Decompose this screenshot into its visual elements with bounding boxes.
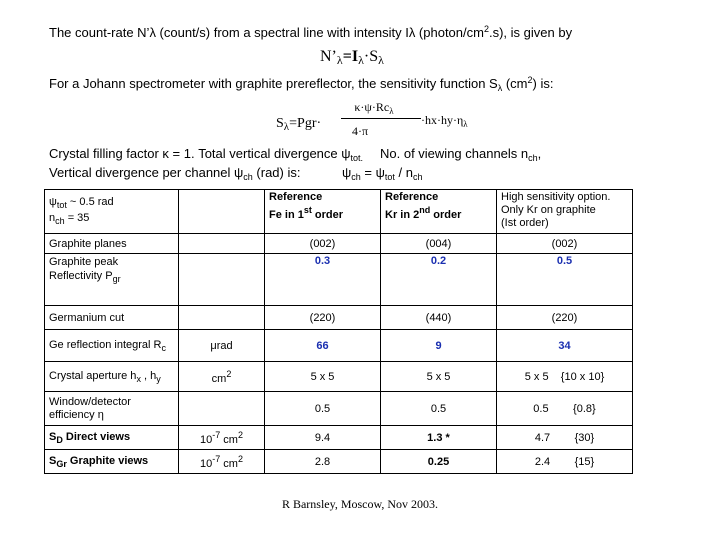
superscript: -7 — [212, 453, 221, 464]
superscript: 2 — [237, 429, 243, 440]
count-rate-equation — [320, 48, 384, 68]
lambda-symbol: λ — [149, 25, 156, 40]
intro2-text-b: (cm — [502, 76, 528, 91]
intro-text-a: The count-rate N’ — [49, 25, 150, 40]
superscript: st — [303, 205, 312, 215]
cell-text: 10 — [199, 433, 213, 446]
cell-text: 10 — [199, 457, 213, 470]
intro2-text-c: ) is: — [532, 76, 554, 91]
cell-text: Fe in 1 — [269, 209, 304, 221]
table-cell: (002) — [265, 234, 381, 254]
table-cell — [179, 190, 265, 234]
row-label — [45, 426, 179, 450]
fraction-bar — [341, 118, 421, 119]
sensitivity-equation-lhs — [276, 116, 321, 133]
subscript: ch — [243, 172, 253, 182]
subscript: ch — [412, 172, 423, 182]
table-cell: 0.25 — [381, 450, 497, 474]
eq2-s: S — [276, 116, 284, 131]
intro-text-d: .s), is given by — [488, 25, 573, 40]
cell-text: cm — [211, 372, 227, 385]
lambda-symbol: λ — [408, 25, 416, 40]
cell-text: order — [430, 209, 462, 221]
cell-text: Graphite views — [66, 454, 149, 467]
superscript: 2 — [527, 75, 533, 85]
table-cell: 5 x 5 — [265, 362, 381, 392]
table-cell: 5 x 5 — [381, 362, 497, 392]
subscript: c — [161, 342, 166, 353]
table-cell: 0.5 — [265, 392, 381, 426]
table-cell: (002) — [497, 234, 633, 254]
numerator-text: κ·ψ·Rc — [354, 100, 390, 114]
table-cell: 2.8 — [265, 450, 381, 474]
intro-text-b: (count/s) from a spectral line with intensity I — [155, 25, 409, 40]
table-cell: 34 — [497, 330, 633, 362]
cell-text: Crystal aperture h — [49, 369, 137, 382]
eq2-tail — [421, 113, 468, 129]
cell-text: Reference — [385, 191, 439, 203]
row-unit: μrad — [179, 330, 265, 362]
cell-text: = 35 — [64, 211, 90, 224]
cell-text: cm — [220, 433, 238, 446]
superscript: 2 — [226, 368, 232, 379]
params-line-2 — [49, 165, 300, 182]
table-cell: 0.5 — [497, 254, 633, 306]
table-row — [45, 234, 633, 254]
params-line-1 — [49, 146, 363, 163]
table-cell: 9 — [381, 330, 497, 362]
lambda-symbol: λ — [378, 53, 384, 67]
row-unit — [179, 362, 265, 392]
subscript: tot — [56, 199, 67, 210]
lambda-symbol: λ — [463, 119, 468, 129]
subscript: D — [56, 434, 63, 445]
subscript: x — [136, 373, 141, 384]
subscript: y — [156, 373, 161, 384]
subscript: ch — [528, 153, 538, 163]
cell-text: ~ 0.5 rad — [66, 195, 114, 208]
cell-text: , h — [140, 369, 157, 382]
table-cell: 9.4 — [265, 426, 381, 450]
row-unit — [179, 234, 265, 254]
lambda-symbol: λ — [283, 121, 290, 133]
eq2-equals: =Pgr — [289, 116, 317, 131]
table-corner-cell — [45, 190, 179, 234]
subscript: tot. — [350, 153, 364, 163]
cell-text: Direct views — [62, 430, 131, 443]
cell-text: S — [49, 430, 57, 443]
row-label: Germanium cut — [45, 306, 179, 330]
row-label — [45, 392, 179, 426]
table-cell: 0.3 — [265, 254, 381, 306]
footer-credit: R Barnsley, Moscow, Nov 2003. — [281, 497, 439, 511]
row-label: Graphite planes — [45, 234, 179, 254]
intro-text-c: (photon/cm — [415, 25, 484, 40]
table-cell: 2.4 {15} — [497, 450, 633, 474]
table-cell: 0.2 — [381, 254, 497, 306]
params-text: / n — [394, 165, 413, 180]
superscript: 2 — [237, 453, 243, 464]
intro-line — [49, 24, 572, 40]
lambda-symbol: λ — [389, 106, 394, 116]
cell-text: Kr in 2 — [385, 209, 420, 221]
eq1-lhs: N’ — [320, 48, 337, 65]
params-text: Crystal filling factor κ = 1. Total vertical divergence ψ — [49, 146, 351, 161]
params-text: No. of viewing channels n — [380, 146, 529, 161]
row-label — [45, 362, 179, 392]
superscript: -7 — [212, 429, 221, 440]
table-row — [45, 362, 633, 392]
table-cell: (004) — [381, 234, 497, 254]
table-cell: 1.3 * — [381, 426, 497, 450]
cell-text: Reference — [269, 191, 323, 203]
row-unit — [179, 426, 265, 450]
row-label — [45, 330, 179, 362]
params-text: (rad) is: — [252, 165, 301, 180]
eq1-equals: =I — [342, 48, 359, 65]
cell-text: order — [311, 209, 344, 221]
table-header-row — [45, 190, 633, 234]
parameters-table — [44, 189, 633, 474]
cell-text: Reflectivity P — [49, 270, 113, 282]
tail-text: ·hx·hy·η — [421, 113, 464, 127]
superscript: 2 — [483, 24, 489, 34]
table-cell: 4.7 {30} — [497, 426, 633, 450]
subscript: ch — [55, 215, 65, 226]
params-text: Vertical divergence per channel ψ — [49, 165, 244, 180]
subscript: tot — [384, 172, 395, 182]
lambda-symbol: λ — [497, 83, 503, 93]
fraction-numerator — [339, 100, 409, 116]
params-text: , — [537, 146, 542, 161]
row-unit — [179, 450, 265, 474]
params-text: = ψ — [360, 165, 385, 180]
cell-text: efficiency η — [49, 408, 104, 421]
column-header-kr — [381, 190, 497, 234]
sensitivity-intro — [49, 75, 553, 93]
table-cell: 66 — [265, 330, 381, 362]
table-row — [45, 392, 633, 426]
cell-text: ψ — [49, 195, 57, 208]
cell-text: n — [49, 211, 56, 224]
row-unit — [179, 306, 265, 330]
cell-text: cm — [220, 457, 238, 470]
table-row — [45, 254, 633, 306]
lambda-symbol: λ — [358, 53, 364, 67]
subscript: ch — [351, 172, 361, 182]
table-row — [45, 330, 633, 362]
table-cell: 5 x 5 {10 x 10} — [497, 362, 633, 392]
table-cell: 0.5 — [381, 392, 497, 426]
table-row — [45, 426, 633, 450]
superscript: nd — [419, 205, 431, 215]
row-unit — [179, 392, 265, 426]
table-cell: (220) — [497, 306, 633, 330]
table-row — [45, 450, 633, 474]
row-label — [45, 254, 179, 306]
subscript: Gr — [56, 458, 67, 469]
table-cell: 0.5 {0.8} — [497, 392, 633, 426]
table-cell: (220) — [265, 306, 381, 330]
fraction-denominator: 4·π — [352, 124, 369, 138]
eq2-dot: · — [316, 116, 322, 131]
cell-text: Only Kr on graphite — [501, 204, 596, 216]
cell-text: High sensitivity option. — [501, 191, 611, 203]
cell-text: Ge reflection integral R — [49, 338, 162, 351]
params-formula — [342, 165, 423, 182]
intro2-text-a: For a Johann spectrometer with graphite prereflector, the sensitivity function S — [49, 76, 498, 91]
eq1-dot: ·S — [363, 48, 379, 65]
table-row — [45, 306, 633, 330]
cell-text: S — [49, 454, 57, 467]
cell-text: Graphite peak — [49, 256, 119, 268]
table-cell: (440) — [381, 306, 497, 330]
subscript: gr — [112, 274, 121, 284]
lambda-symbol: λ — [336, 53, 343, 67]
params-text: ψ — [342, 165, 352, 180]
column-header-high-sensitivity — [497, 190, 633, 234]
row-label — [45, 450, 179, 474]
params-channels — [380, 146, 541, 163]
cell-text: (Ist order) — [501, 217, 549, 229]
cell-text: Window/detector — [49, 395, 131, 408]
row-unit — [179, 254, 265, 306]
column-header-fe — [265, 190, 381, 234]
